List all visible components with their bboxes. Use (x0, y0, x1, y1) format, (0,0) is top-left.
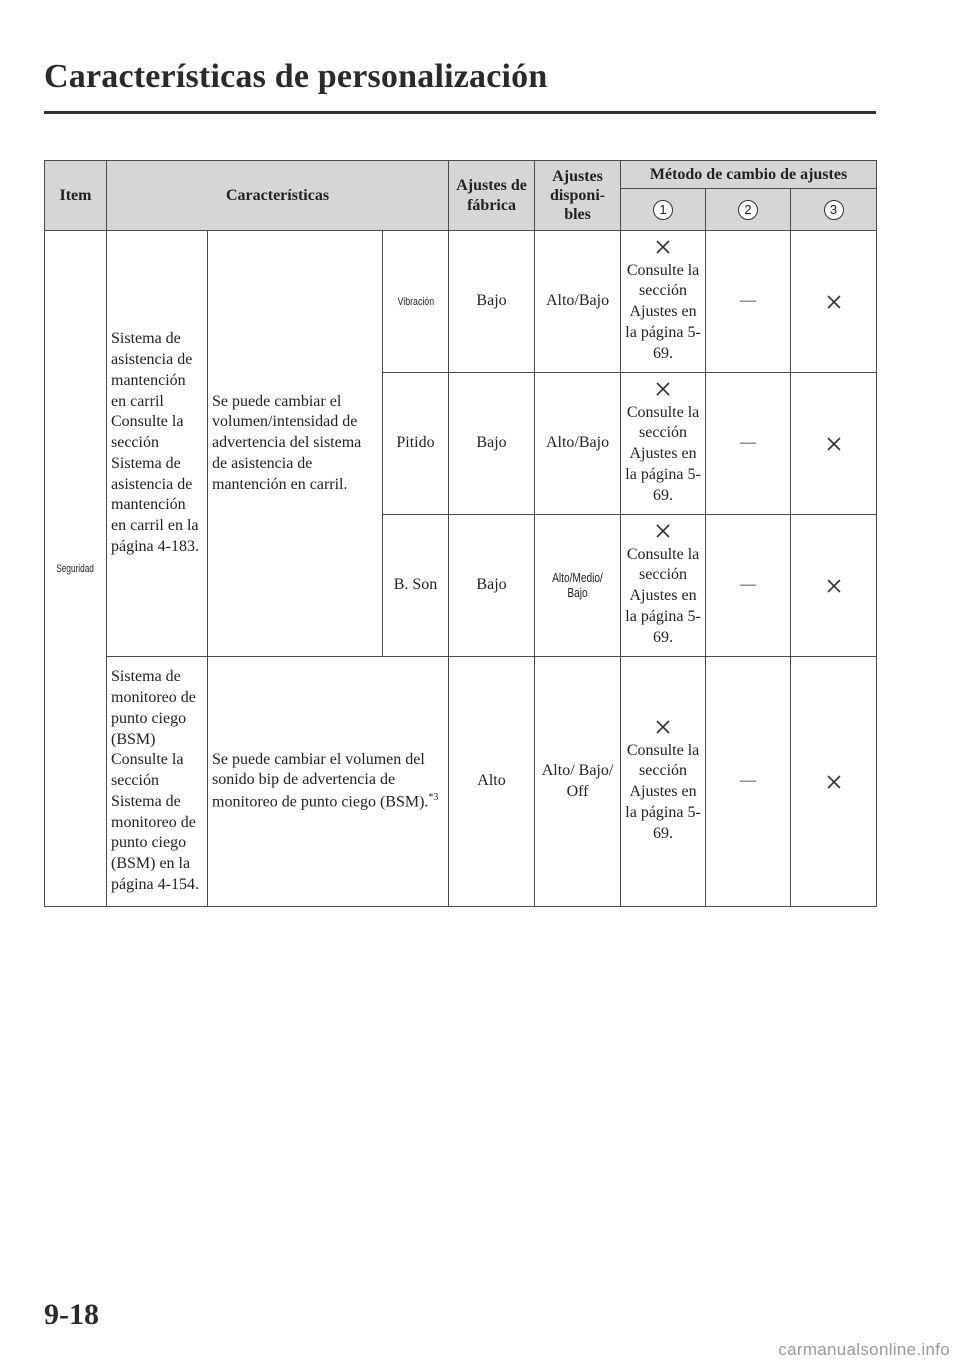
available-cell (535, 515, 621, 657)
header-item: Item (45, 161, 107, 231)
method-3-cell (791, 231, 877, 373)
feature-text: Se puede cambiar el volumen del sonido bip de advertencia de monitoreo de punto ciego (BSM). (212, 750, 429, 811)
x-mark-icon (826, 294, 842, 310)
available-cell: Alto/ Bajo/ Off (535, 657, 621, 907)
method-1-cell (621, 515, 706, 657)
header-caracteristicas: Características (107, 161, 449, 231)
header-method-1 (621, 189, 706, 231)
method-2-cell: — (706, 231, 791, 373)
method-1-cell (621, 657, 706, 907)
factory-cell: Bajo (449, 231, 535, 373)
x-mark-icon (655, 239, 671, 255)
page-number: 9-18 (44, 1298, 99, 1331)
method-2-cell: — (706, 373, 791, 515)
footnote-ref: *3 (428, 792, 439, 804)
circled-number-1-icon: 1 (653, 200, 673, 220)
available-cell: Alto/Bajo (535, 231, 621, 373)
page-title: Características de personalización (44, 58, 548, 95)
x-mark-icon (655, 719, 671, 735)
method-1-text: Consulte la sección Ajustes en la página 5-69. (625, 403, 701, 504)
table-row (45, 231, 877, 373)
sub-cell-pitido: Pitido (383, 373, 449, 515)
x-mark-icon (655, 523, 671, 539)
watermark: carmanualsonline.info (778, 1340, 950, 1359)
circled-number-3-icon: 3 (824, 200, 844, 220)
feature-cell-lka: Se puede cambiar el volumen/intensidad de advertencia del sistema de asistencia de mantención en carril. (208, 231, 383, 657)
feature-cell-bsm (208, 657, 449, 907)
method-2-cell: — (706, 657, 791, 907)
item-cell-bsm: Sistema de monitoreo de punto ciego (BSM) Consulte la sección Sistema de monitoreo de punto ciego (BSM) en la página 4-154. (107, 657, 208, 907)
factory-cell: Alto (449, 657, 535, 907)
method-1-cell (621, 231, 706, 373)
x-mark-icon (826, 436, 842, 452)
header-ajustes-fabrica: Ajustes de fábrica (449, 161, 535, 231)
method-1-text: Consulte la sección Ajustes en la página 5-69. (625, 261, 701, 362)
sub-label: Vibración (397, 296, 434, 309)
x-mark-icon (826, 578, 842, 594)
item-cell-lka: Sistema de asistencia de mantención en carril Consulte la sección Sistema de asistencia de mantención en carril en la página 4-183. (107, 231, 208, 657)
title-rule (44, 111, 876, 114)
sub-cell-bson: B. Son (383, 515, 449, 657)
x-mark-icon (826, 774, 842, 790)
method-1-cell (621, 373, 706, 515)
x-mark-icon (655, 381, 671, 397)
header-metodo: Método de cambio de ajustes (621, 161, 877, 189)
table-row (45, 657, 877, 907)
method-3-cell (791, 515, 877, 657)
factory-cell: Bajo (449, 373, 535, 515)
method-1-text: Consulte la sección Ajustes en la página 5-69. (625, 741, 701, 842)
customization-table (44, 160, 877, 907)
method-3-cell (791, 373, 877, 515)
circled-number-2-icon: 2 (738, 200, 758, 220)
available-text: Alto/Medio/ Bajo (552, 569, 603, 600)
category-cell (45, 231, 107, 907)
factory-cell: Bajo (449, 515, 535, 657)
method-2-cell: — (706, 515, 791, 657)
method-3-cell (791, 657, 877, 907)
category-label: Seguridad (56, 563, 95, 576)
header-method-3 (791, 189, 877, 231)
sub-cell-vibracion (383, 231, 449, 373)
method-1-text: Consulte la sección Ajustes en la página 5-69. (625, 545, 701, 646)
header-method-2 (706, 189, 791, 231)
header-ajustes-disponibles: Ajustes disponi- bles (535, 161, 621, 231)
available-cell: Alto/Bajo (535, 373, 621, 515)
